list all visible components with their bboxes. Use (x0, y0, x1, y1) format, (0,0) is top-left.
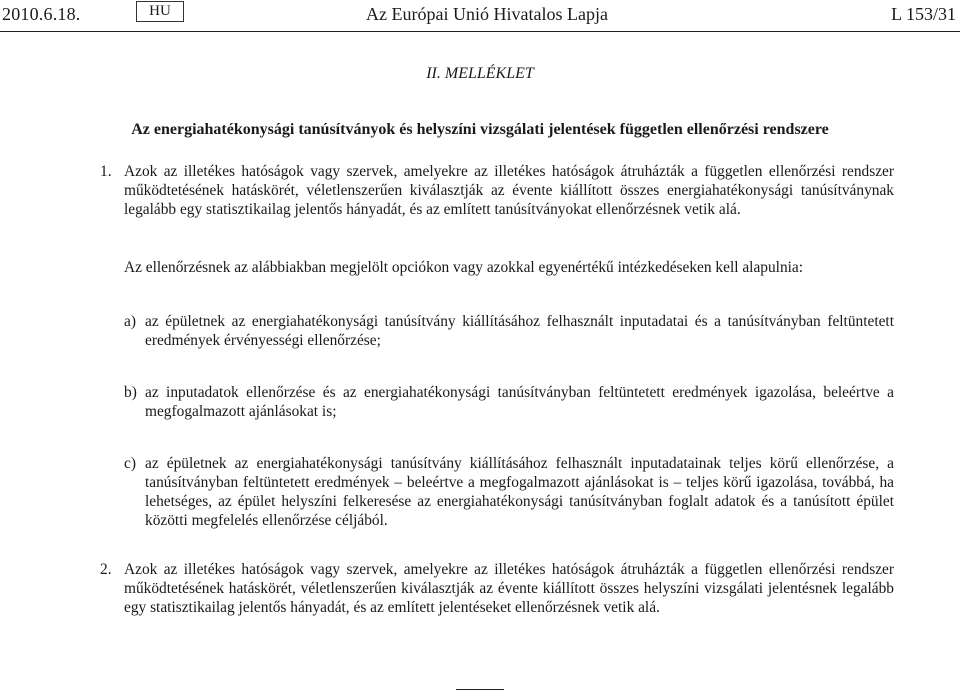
annex-title: Az energiahatékonysági tanúsítványok és helyszíni vizsgálati jelentések független ellenőrzési rendszere (131, 121, 829, 138)
header-divider (0, 31, 960, 32)
option-a-text: az épületnek az energiahatékonysági tanúsítvány kiállításához felhasznált inputadatai és a tanúsítványban feltüntetett eredmények érvényességi ellenőrzése; (145, 313, 894, 349)
publication-date: 2010.6.18. (2, 4, 81, 24)
section-1-text: Azok az illetékes hatóságok vagy szervek, amelyekre az illetékes hatóságok átruházták a független ellenőrzési rendszer működtetésének hatáskörét, véletlenszerűen kiválasztják az évente kiállított összes energiahatékonysági tanúsítványnak legalább egy statisztikailag jelentős hányadát, és az említett tanúsítványokat ellenőrzésnek vetik alá. (124, 163, 894, 218)
section-1-number: 1. (100, 163, 112, 180)
options-intro: Az ellenőrzésnek az alábbiakban megjelölt opciókon vagy azokkal egyenértékű intézkedéseken kell alapulnia: (124, 259, 804, 276)
annex-label: II. MELLÉKLET (426, 65, 534, 82)
footer-rule (456, 689, 504, 690)
page-reference: L 153/31 (891, 4, 956, 24)
journal-title: Az Európai Unió Hivatalos Lapja (366, 4, 608, 24)
option-b-text: az inputadatok ellenőrzése és az energiahatékonysági tanúsítványban feltüntetett eredmények igazolása, beleértve a megfogalmazott ajánlásokat is; (145, 384, 894, 420)
option-c-text: az épületnek az energiahatékonysági tanúsítvány kiállításához felhasznált inputadatainak teljes körű ellenőrzése, a tanúsítványban feltüntetett eredmények – beleértve a megfogalmazott ajánlásokat is – teljes körű igazolása, továbbá, ha lehetséges, az épület helyszíni felkeresése az energiahatékonysági tanúsítványban foglalt adatok és a tanúsított épület közötti megfelelés ellenőrzése céljából. (145, 455, 894, 529)
option-a-label: a) (124, 313, 136, 330)
section-2-text: Azok az illetékes hatóságok vagy szervek, amelyekre az illetékes hatóságok átruházták a független ellenőrzési rendszer működtetésének hatáskörét, véletlenszerűen kiválasztják az évente kiállított összes helyszíni vizsgálati jelentésnek legalább egy statisztikailag jelentős hányadát, és az említett jelentéseket ellenőrzésnek vetik alá. (124, 561, 894, 616)
section-2-number: 2. (100, 561, 112, 578)
language-badge: HU (136, 1, 184, 22)
option-b-label: b) (124, 384, 137, 401)
option-c-label: c) (124, 455, 136, 472)
